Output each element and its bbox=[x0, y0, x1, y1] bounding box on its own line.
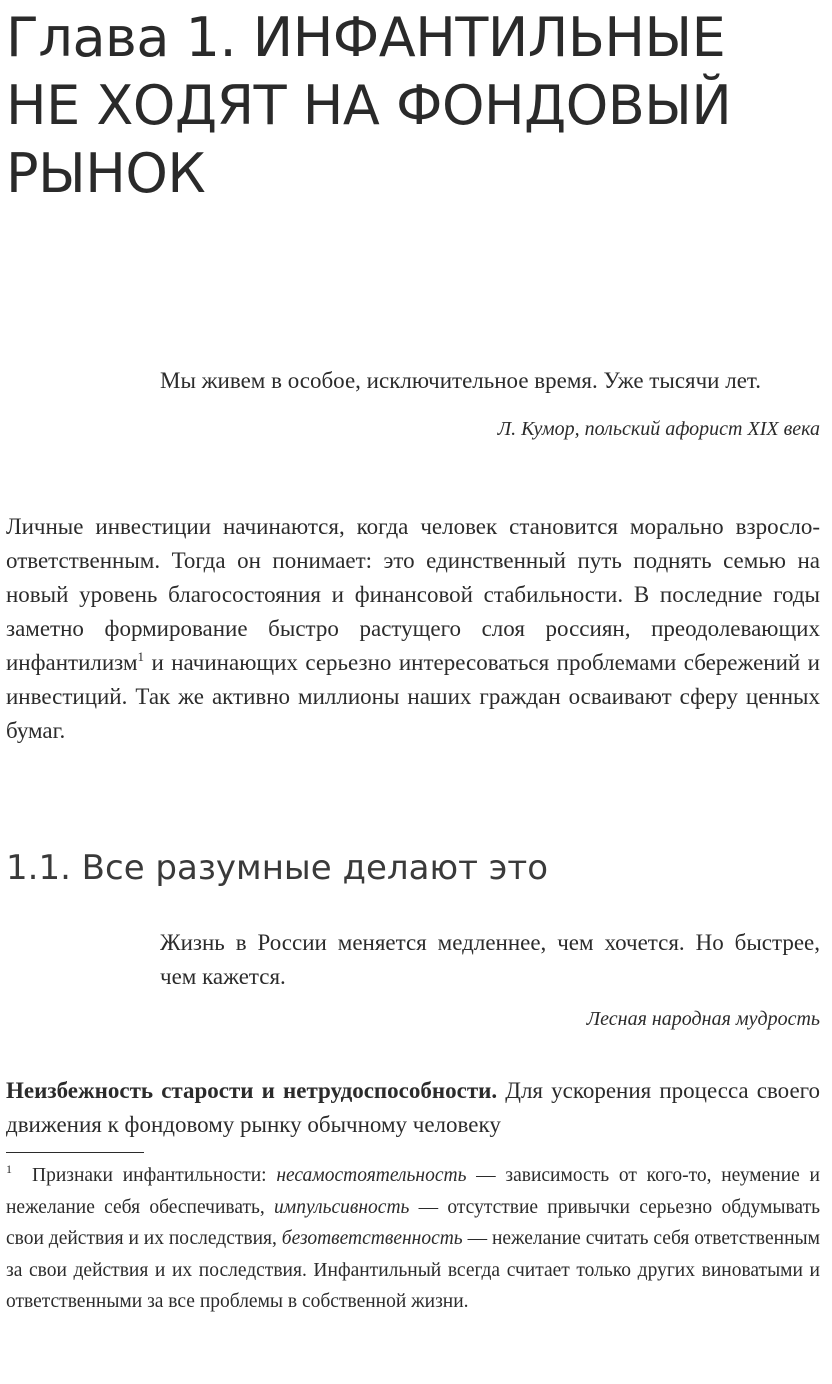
chapter-title bbox=[6, 4, 826, 208]
footnote-divider bbox=[6, 1152, 144, 1153]
footnote-text: Признаки инфантильности: bbox=[32, 1165, 277, 1186]
chapter-title-line: РЫНОК bbox=[6, 142, 206, 205]
footnote: 1 Признаки инфантильности: несамостоятельность — зависимость от кого-то, неумение и нежелание себя обеспечивать, импульсивность — отсутствие привычки серьезно обдумывать свои действия и их последствия, безответственность — нежелание считать себя ответственным за свои действия и их последствия. Инфантильный всегда считает только других виноватыми и ответственными за все проблемы в собственной жизни. bbox=[6, 1162, 820, 1312]
footnote-term: безответственность bbox=[281, 1228, 463, 1249]
footnote-term: импульсивность bbox=[274, 1196, 410, 1218]
footnote-text: — отсутствие привычки серьезно обдумывать свои действия и их последствия, bbox=[6, 1196, 820, 1249]
footnote-text: — зависимость от кого-то, неумение и нежелание себя обеспечивать, bbox=[6, 1165, 820, 1218]
intro-paragraph bbox=[6, 510, 820, 748]
chapter-title-line: Глава 1. ИНФАНТИЛЬНЫЕ bbox=[6, 6, 726, 69]
footnote-text: — нежелание считать себя ответственным за свои действия и их последствия. Инфантильный всегда считает только других виноватыми и ответственными за все проблемы в собственной жизни. bbox=[6, 1228, 820, 1312]
epigraph-quote: Мы живем в особое, исключительное время. Уже тысячи лет. bbox=[160, 368, 761, 393]
footnote-reference[interactable]: 1 bbox=[137, 649, 144, 664]
intro-text-part1: Личные инвестиции начинаются, когда человек становится морально взросло-ответственным. Тогда он понимает: это единственный путь поднять семью на новый уровень благосостояния и финансовой стабильности. В последние годы заметно формирование быстро растущего слоя россиян, преодолевающих инфантилизм bbox=[6, 514, 820, 675]
section-heading: 1.1. Все разумные делают это bbox=[6, 848, 548, 888]
chapter-epigraph bbox=[160, 364, 820, 444]
epigraph-attribution: Лесная народная мудрость bbox=[586, 1008, 820, 1030]
footnote-term: несамостоятельность bbox=[276, 1165, 467, 1186]
intro-text-part2: и начинающих серьезно интересоваться проблемами сбережений и инвестиций. Так же активно миллионы наших граждан осваивают сферу ценных бумаг. bbox=[6, 650, 820, 743]
section-paragraph bbox=[6, 1074, 820, 1142]
paragraph-lead-heading: Неизбежность старости и нетрудоспособности. bbox=[6, 1078, 498, 1103]
paragraph-text: Для ускорения процесса своего движения к фондовому рынку обычному человеку bbox=[6, 1078, 821, 1137]
chapter-title-line: НЕ ХОДЯТ НА ФОНДОВЫЙ bbox=[6, 74, 732, 137]
section-epigraph bbox=[160, 926, 820, 1034]
epigraph-attribution: Л. Кумор, польский афорист XIX века bbox=[497, 418, 820, 440]
epigraph-quote: Жизнь в России меняется медленнее, чем хочется. Но быстрее, чем кажется. bbox=[160, 930, 820, 989]
